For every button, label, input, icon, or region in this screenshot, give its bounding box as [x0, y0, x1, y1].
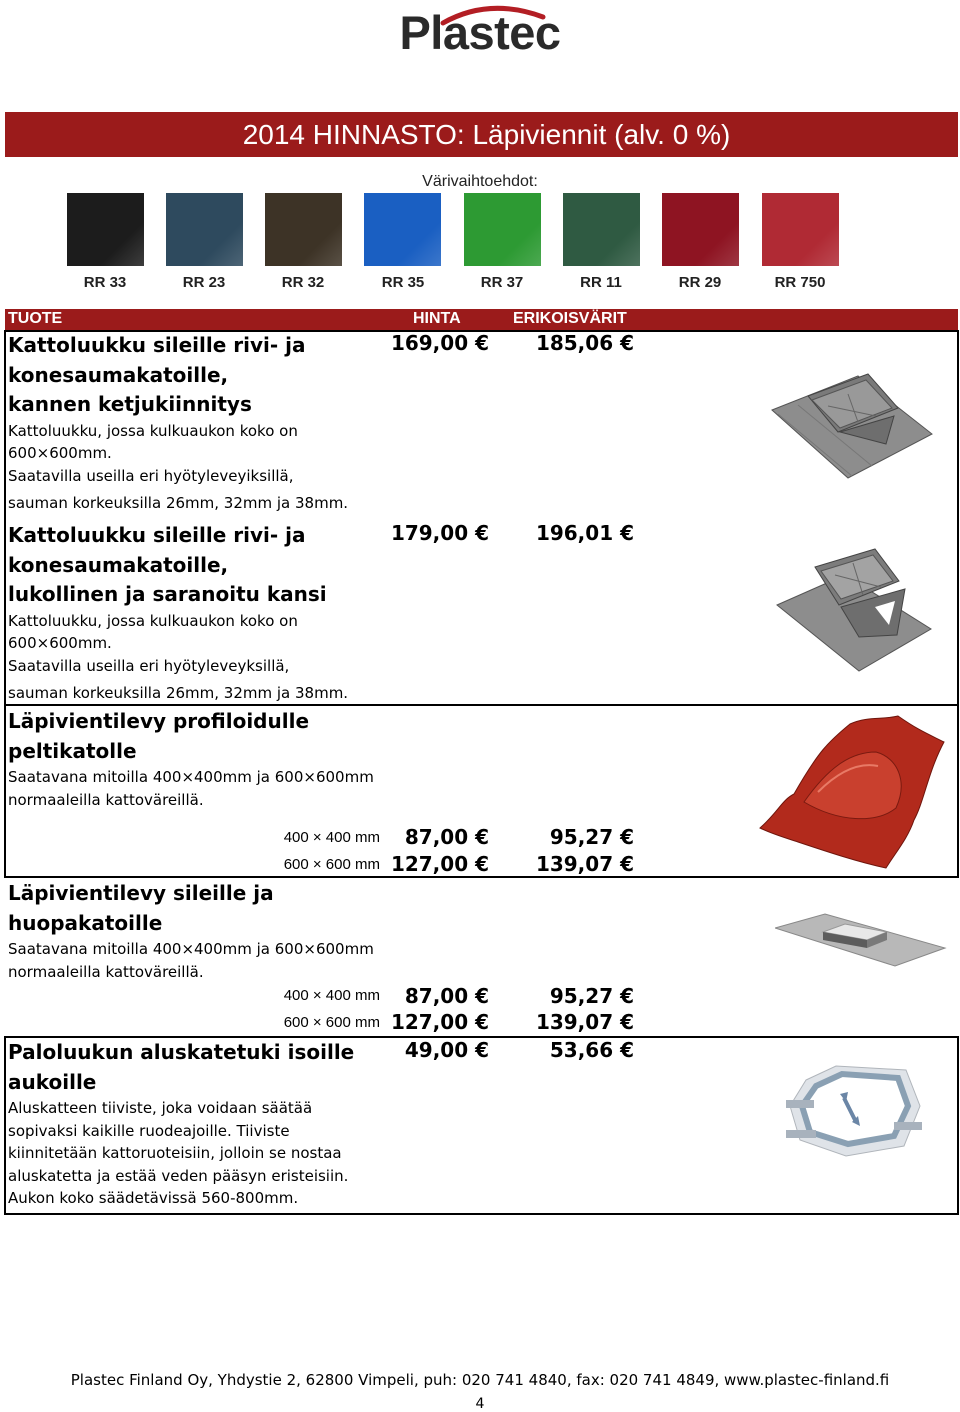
- product-desc-line: Saatavana mitoilla 400×400mm ja 600×600mm: [8, 940, 374, 958]
- color-code-rr11: RR 11: [580, 274, 622, 291]
- color-swatch-rr35: [364, 193, 441, 266]
- product-desc-line: Aukon koko säädetävissä 560-800mm.: [8, 1189, 299, 1208]
- product-name-line: Läpivientilevy sileille ja: [8, 881, 274, 905]
- product-desc-line: 600×600mm.: [8, 444, 112, 463]
- product-desc-line: normaaleilla kattoväreillä.: [8, 962, 204, 981]
- color-code-rr29: RR 29: [678, 274, 722, 291]
- col-product-header: TUOTE: [8, 310, 63, 327]
- special-price-value: 139,07 €: [535, 852, 634, 876]
- color-code-rr750: RR 750: [774, 274, 826, 291]
- product-name-line: konesaumakatoille,: [8, 362, 229, 387]
- col-price-header: HINTA: [413, 310, 461, 327]
- price-value: 179,00 €: [390, 521, 489, 545]
- price-value: 87,00 €: [404, 984, 489, 1008]
- product-desc-line: sauman korkeuksilla 26mm, 32mm ja 38mm.: [8, 494, 349, 513]
- special-price-value: 53,66 €: [549, 1038, 634, 1062]
- underlay-support-image: [786, 1060, 922, 1160]
- variant-size: 400 × 400 mm: [283, 829, 380, 846]
- variant-size: 600 × 600 mm: [283, 1014, 380, 1031]
- product-desc-line: Saatavilla useilla eri hyötyleveyksillä,: [8, 656, 290, 675]
- price-value: 49,00 €: [404, 1038, 489, 1062]
- color-swatch-rr750: [762, 193, 839, 266]
- profile-plate-image: [758, 712, 946, 870]
- product-desc-line: Aluskatteen tiiviste, joka voidaan säätää: [8, 1099, 313, 1117]
- page-number: 4: [475, 1396, 485, 1412]
- product-desc-line: normaaleilla kattoväreillä.: [8, 790, 204, 809]
- product-1: [8, 331, 348, 515]
- special-price-value: 95,27 €: [549, 825, 634, 849]
- roof-hatch-chain-image: [768, 372, 936, 484]
- product-desc-line: aluskatetta ja estää veden pääsyn eristeisiin.: [8, 1166, 349, 1185]
- color-options-label: Värivaihtoehdot:: [422, 173, 538, 190]
- product-name-line: konesaumakatoille,: [8, 552, 229, 577]
- page-title-text: 2014 HINNASTO: Läpiviennit (alv. 0 %): [242, 118, 731, 150]
- color-swatch-rr23: [166, 193, 243, 266]
- product-name-line: aukoille: [8, 1069, 97, 1094]
- color-code-rr23: RR 23: [182, 274, 226, 291]
- product-name-line: Kattoluukku sileille rivi- ja: [8, 523, 306, 547]
- special-price-value: 139,07 €: [535, 1010, 634, 1034]
- product-3: [8, 707, 374, 811]
- product-desc-line: kiinnitetään kattoruoteisiin, jolloin se nostaa: [8, 1144, 342, 1163]
- table-header: [5, 309, 958, 330]
- special-price-value: 95,27 €: [549, 984, 634, 1008]
- price-value: 87,00 €: [404, 825, 489, 849]
- product-name-line: kannen ketjukiinnitys: [8, 392, 252, 416]
- product-name-line: Kattoluukku sileille rivi- ja: [8, 333, 306, 357]
- product-name-line: huopakatoille: [8, 910, 163, 935]
- price-value: 127,00 €: [390, 1010, 489, 1034]
- special-price-value: 196,01 €: [535, 521, 634, 545]
- product-desc-line: sopivaksi kaikille ruodeajoille. Tiiviste: [8, 1121, 290, 1140]
- price-value: 169,00 €: [390, 331, 489, 355]
- roof-hatch-locked-image: [777, 549, 931, 671]
- product-desc-line: Kattoluukku, jossa kulkuaukon koko on: [8, 611, 298, 630]
- product-4: [8, 879, 374, 983]
- color-swatch-rr11: [563, 193, 640, 266]
- color-code-rr35: RR 35: [381, 274, 425, 291]
- product-desc-line: Kattoluukku, jossa kulkuaukon koko on: [8, 421, 298, 440]
- product-name-line: peltikatolle: [8, 738, 137, 763]
- page-title: [5, 112, 958, 157]
- product-name-line: Läpivientilevy profiloidulle: [8, 709, 310, 733]
- product-desc-line: 600×600mm.: [8, 634, 112, 653]
- color-swatch-rr32: [265, 193, 342, 266]
- variant-size: 400 × 400 mm: [283, 987, 380, 1004]
- color-code-rr37: RR 37: [480, 274, 524, 291]
- product-2: [8, 521, 348, 705]
- flat-plate-image: [775, 910, 947, 968]
- color-swatch-rr37: [464, 193, 541, 266]
- product-name-line: lukollinen ja saranoitu kansi: [8, 582, 327, 606]
- product-desc-line: sauman korkeuksilla 26mm, 32mm ja 38mm.: [8, 684, 349, 703]
- color-code-rr33: RR 33: [83, 274, 127, 291]
- product-5: [8, 1038, 354, 1210]
- price-value: 127,00 €: [390, 852, 489, 876]
- plastec-logo: Plastec: [399, 6, 561, 59]
- special-price-value: 185,06 €: [535, 331, 634, 355]
- color-code-rr32: RR 32: [281, 274, 325, 291]
- product-name-line: Paloluukun aluskatetuki isoille: [8, 1040, 355, 1064]
- color-swatch-rr33: [67, 193, 144, 266]
- color-swatch-rr29: [662, 193, 739, 266]
- variant-size: 600 × 600 mm: [283, 856, 380, 873]
- product-desc-line: Saatavilla useilla eri hyötyleveyiksillä,: [8, 466, 294, 485]
- col-special-header: ERIKOISVÄRIT: [513, 310, 627, 327]
- company-footer: Plastec Finland Oy, Yhdystie 2, 62800 Vimpeli, puh: 020 741 4840, fax: 020 741 4849, www.plastec-finland.fi: [70, 1371, 890, 1389]
- product-desc-line: Saatavana mitoilla 400×400mm ja 600×600mm: [8, 768, 374, 786]
